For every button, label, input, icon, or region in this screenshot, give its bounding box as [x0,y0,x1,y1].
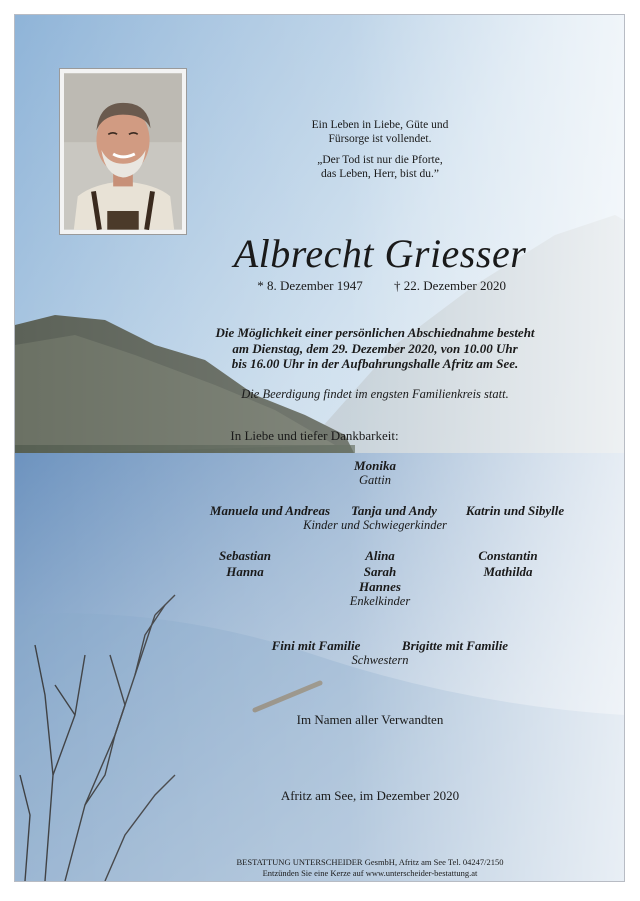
grandchildren-role: Enkelkinder [349,594,411,608]
sister-name: Brigitte mit Familie [401,638,509,653]
portrait-image [64,73,182,230]
grandchild-name: Hannes [359,579,401,594]
quote-line: „Der Tod ist nur die Pforte, [317,154,443,166]
farewell-line: am Dienstag, dem 29. Dezember 2020, von 10.00 Uhr [232,340,518,356]
mourners-intro: In Liebe und tiefer Dankbarkeit: [230,428,399,443]
quote-line: Fürsorge ist vollendet. [328,133,432,145]
death-date: † 22. Dezember 2020 [394,278,506,293]
footer [70,857,625,879]
grandchildren-col-2 [330,548,430,595]
grandchildren-col-3 [458,548,558,579]
children-role: Kinder und Schwiegerkinder [303,518,447,532]
grandchild-name: Mathilda [483,563,533,579]
grandchild-name: Alina [365,548,395,563]
grandchild-name: Sarah [363,563,397,579]
grandchildren-col-1 [195,548,295,579]
footer-line-2: Entzünden Sie eine Kerze auf www.unterscheider-bestattung.at [262,868,478,878]
burial-note: Die Beerdigung findet im engsten Familienkreis statt. [241,387,509,401]
grandchild-name: Sebastian [218,548,271,563]
sister-name: Fini mit Familie [271,638,361,653]
farewell-line: bis 16.00 Uhr in der Aufbahrungshalle Afritz am See. [231,356,519,371]
child-name: Tanja und Andy [351,503,437,518]
place-date: Afritz am See, im Dezember 2020 [280,788,460,803]
farewell-info [75,325,625,372]
relatives-line: Im Namen aller Verwandten [296,712,444,727]
farewell-line: Die Möglichkeit einer persönlichen Abschiednahme besteht [215,325,535,340]
child-name: Katrin und Sibylle [465,503,565,518]
footer-line-1: BESTATTUNG UNTERSCHEIDER GesmbH, Afritz am See Tel. 04247/2150 [236,857,504,867]
obituary-card [14,14,625,882]
deceased-name: Albrecht Griesser [233,231,527,276]
wife-role: Gattin [359,473,391,487]
sisters-role: Schwestern [351,653,409,667]
grandchild-name: Hanna [226,563,264,579]
portrait-photo [59,68,187,235]
quote-line: Ein Leben in Liebe, Güte und [311,119,449,131]
quote-block [255,118,505,181]
birth-date: * 8. Dezember 1947 [257,278,363,293]
wife-name: Monika [354,458,396,473]
quote-line: das Leben, Herr, bist du.” [320,168,439,180]
child-name: Manuela und Andreas [209,503,331,518]
grandchild-name: Constantin [478,548,538,563]
